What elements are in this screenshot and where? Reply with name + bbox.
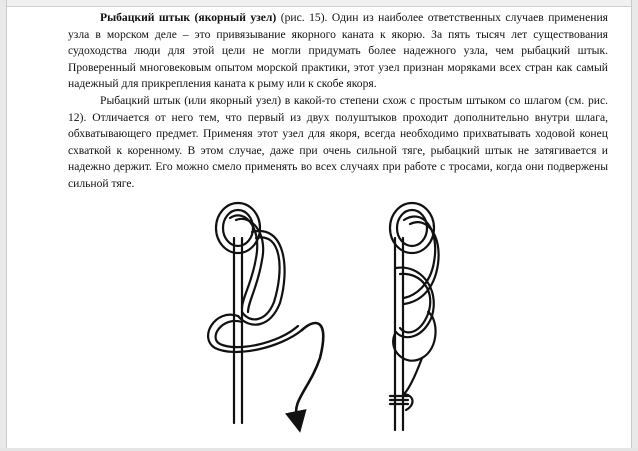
anchor-bend-drawing: [190, 198, 490, 434]
document-page: [68, 10, 608, 193]
window-top-edge: [0, 0, 638, 7]
paragraph-2: Рыбацкий штык (или якорный узел) в какой-то степени схож с простым штыком со шлагом (см. рис. 12). Отличается от него тем, что первый из двух полуштыков проходит дополнительно внутри шлага, обхватывающего предмет. Применяя этот узел для якоря, всегда необходимо прихватывать ходовой конец схваткой к коренному. В этом случае, даже при очень сильной тяге, рыбацкий штык не затягивается и надежно держит. Его можно смело применять во всех случаях при работе с тросами, когда они подвержены сильной тяге.: [68, 93, 608, 190]
paragraph-1-lead: Рыбацкий штык (якорный узел): [100, 11, 277, 24]
right-knot-figure: [390, 203, 439, 430]
knot-illustration: [190, 198, 490, 434]
left-knot-figure: [208, 203, 323, 423]
paragraph-1: [68, 10, 608, 93]
window-right-edge: [631, 0, 638, 451]
window-left-edge: [0, 0, 7, 451]
paragraph-1-text: (рис. 15). Один из наиболее ответственных случаев применения узла в морском деле – это привязывание якорного каната к якорю. За пять тысяч лет существования судоходства люди для этой цели не могли придумать более надежного узла, чем рыбацкий штык. Проверенный многовековым опытом морской практики, этот узел признан моряками всех стран как самый надежный для прикрепления каната к рыму или к скобе якоря.: [68, 11, 608, 91]
